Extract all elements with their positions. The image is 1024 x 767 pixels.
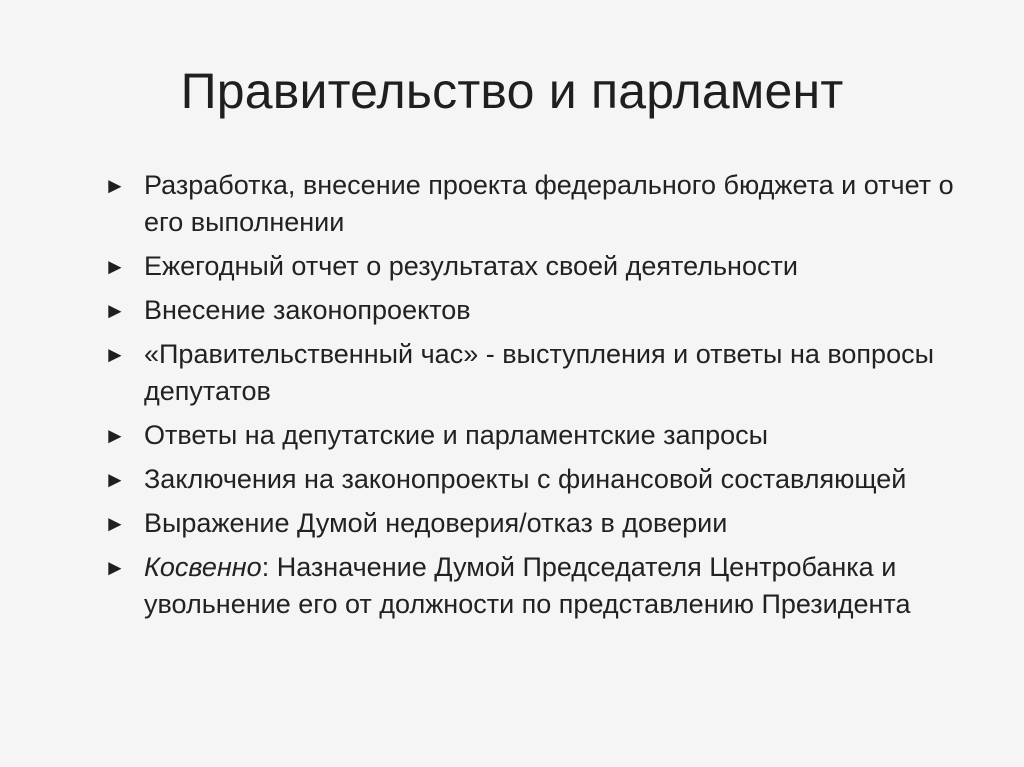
triangle-bullet-icon: ► [104, 254, 126, 279]
bullet-item-central-bank [104, 549, 984, 623]
bullet-text: Выражение Думой недоверия/отказ в доверии [144, 508, 728, 538]
triangle-bullet-icon: ► [104, 423, 126, 448]
bullet-item-bills [104, 292, 984, 329]
bullet-text: Ежегодный отчет о результатах своей деятельности [144, 251, 798, 281]
bullet-item-financial-conclusions [104, 461, 984, 498]
bullet-list [104, 167, 984, 630]
bullet-text: «Правительственный час» - выступления и ответы на вопросы депутатов [144, 339, 934, 406]
bullet-item-annual-report [104, 248, 984, 285]
bullet-prefix: Косвенно [144, 552, 262, 582]
bullet-item-inquiries [104, 417, 984, 454]
triangle-bullet-icon: ► [104, 298, 126, 323]
triangle-bullet-icon: ► [104, 511, 126, 536]
slide-title: Правительство и парламент [180, 63, 844, 119]
bullet-text: Заключения на законопроекты с финансовой составляющей [144, 464, 907, 494]
bullet-text: Разработка, внесение проекта федерального бюджета и отчет о его выполнении [144, 170, 954, 237]
bullet-text: : Назначение Думой Председателя Центробанка и увольнение его от должности по представлению Президента [144, 552, 911, 619]
triangle-bullet-icon: ► [104, 173, 126, 198]
bullet-item-budget [104, 167, 984, 241]
triangle-bullet-icon: ► [104, 342, 126, 367]
bullet-item-government-hour [104, 336, 984, 410]
bullet-item-no-confidence [104, 505, 984, 542]
bullet-text: Внесение законопроектов [144, 295, 471, 325]
triangle-bullet-icon: ► [104, 555, 126, 580]
bullet-text: Ответы на депутатские и парламентские запросы [144, 420, 769, 450]
triangle-bullet-icon: ► [104, 467, 126, 492]
